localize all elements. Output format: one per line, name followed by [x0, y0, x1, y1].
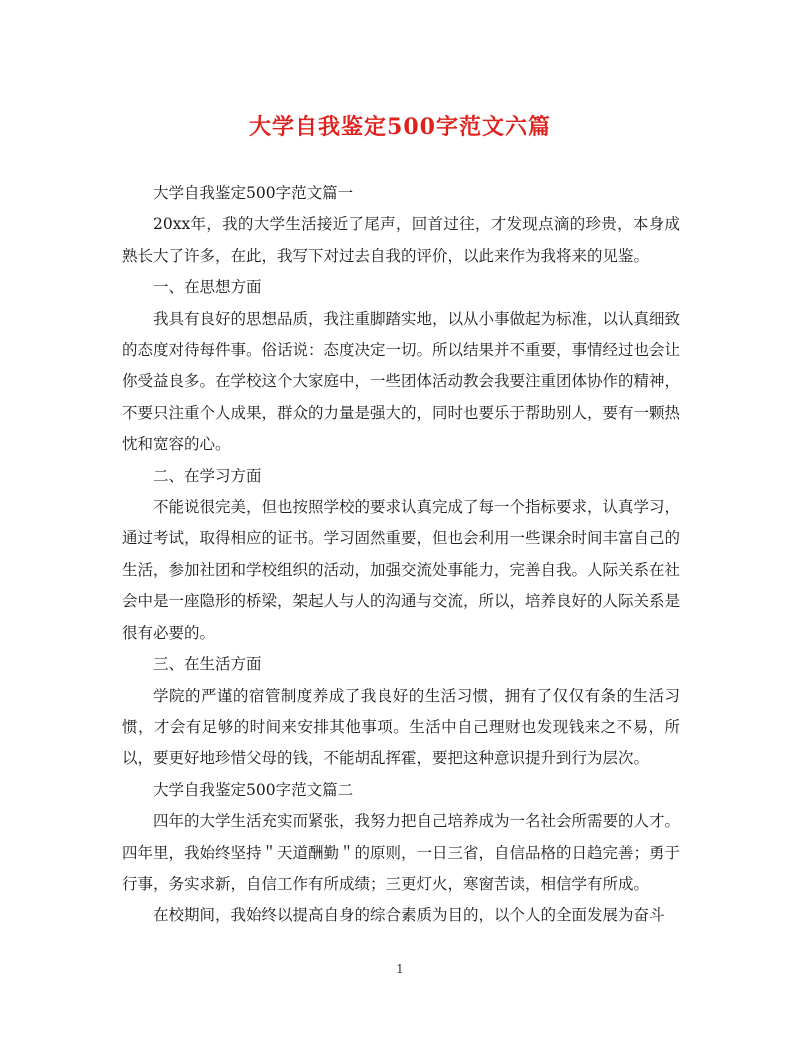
paragraph: 在校期间，我始终以提高自身的综合素质为目的，以个人的全面发展为奋斗 — [153, 906, 665, 925]
section-heading: 大学自我鉴定500字范文篇二 — [153, 780, 354, 799]
paragraph: 20xx年，我的大学生活接近了尾声，回首过往，才发现点滴的珍贵，本身成熟长大了许多，在此，我写下对过去自我的评价，以此来作为我将来的见鉴。 — [122, 215, 680, 265]
paragraph: 我具有良好的思想品质，我注重脚踏实地，以从小事做起为标准，以认真细致的态度对待每件事。俗话说：态度决定一切。所以结果并不重要，事情经过也会让你受益良多。在学校这个大家庭中，一些团体活动教会我要注重团体协作的精神，不要只注重个人成果，群众的力量是强大的，同时也要乐于帮助别人，要有一颗热忱和宽容的心。 — [122, 309, 681, 454]
subsection-heading: 三、在生活方面 — [153, 655, 262, 674]
paragraph: 四年的大学生活充实而紧张，我努力把自己培养成为一名社会所需要的人才。四年里，我始终坚持＂天道酬勤＂的原则，一日三省，自信品格的日趋完善；勇于行事，务实求新，自信工作有所成绩；三更灯火，寒窗苦读，相信学有所成。 — [122, 812, 681, 893]
page-number: 1 — [396, 962, 404, 976]
paragraph: 不能说很完美，但也按照学校的要求认真完成了每一个指标要求，认真学习，通过考试，取得相应的证书。学习固然重要，但也会利用一些课余时间丰富自己的生活，参加社团和学校组织的活动，加强交流处事能力，完善自我。人际关系在社会中是一座隐形的桥梁，架起人与人的沟通与交流，所以，培养良好的人际关系是很有必要的。 — [122, 498, 681, 642]
subsection-heading: 二、在学习方面 — [153, 466, 262, 485]
document-body — [122, 178, 680, 932]
paragraph: 学院的严谨的宿管制度养成了我良好的生活习惯，拥有了仅仅有条的生活习惯，才会有足够的时间来安排其他事项。生活中自己理财也发现钱来之不易，所以，要更好地珍惜父母的钱，不能胡乱挥霍，要把这种意识提升到行为层次。 — [122, 686, 680, 768]
subsection-heading: 一、在思想方面 — [153, 278, 262, 297]
section-heading: 大学自我鉴定500字范文篇一 — [153, 184, 354, 202]
document-title: 大学自我鉴定500字范文六篇 — [249, 114, 551, 140]
